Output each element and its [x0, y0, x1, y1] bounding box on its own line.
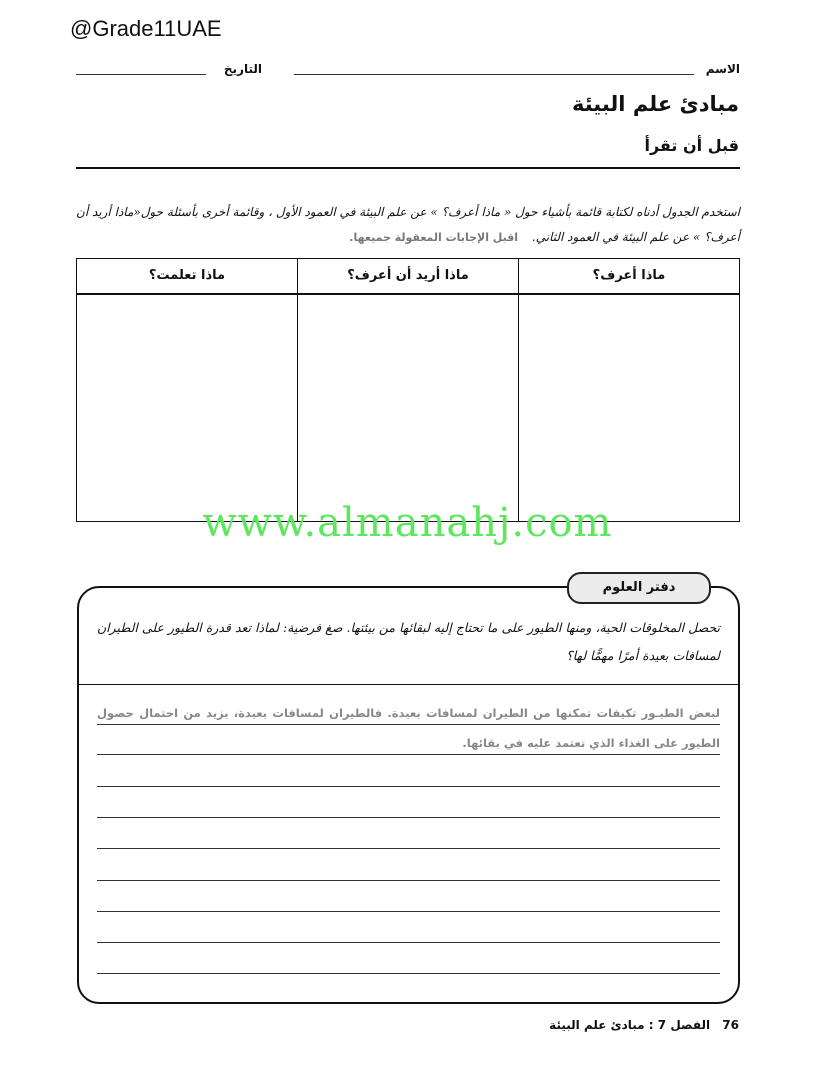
instructions-text: استخدم الجدول أدناه لكتابة قائمة بأشياء حول « ماذا أعرف؟ » عن علم البيئة في العمود الأول ، وقائمة أخرى بأسئلة حول«ماذا أريد أن أعرف؟ » عن علم البيئة في العمود الثاني.: [76, 205, 740, 244]
science-notebook-box: [77, 586, 740, 1004]
ruled-line[interactable]: [97, 880, 720, 881]
page-footer: [549, 1018, 739, 1032]
ruled-line[interactable]: [97, 817, 720, 818]
instructions: [76, 200, 740, 250]
kwl-table: [76, 258, 740, 522]
name-label: الاسم: [705, 62, 740, 76]
name-date-row: [76, 62, 740, 82]
kwl-column-want: [297, 259, 518, 521]
page-title: مبادئ علم البيئة: [571, 92, 739, 116]
page-subtitle: قبل أن تقرأ: [644, 136, 739, 155]
notebook-tab: دفتر العلوم: [567, 572, 711, 604]
ruled-line[interactable]: [97, 786, 720, 787]
ruled-line[interactable]: [97, 942, 720, 943]
watermark: www.almanahj.com: [202, 500, 613, 546]
ruled-line[interactable]: [97, 911, 720, 912]
kwl-cell-want[interactable]: [298, 295, 518, 521]
kwl-cell-know[interactable]: [519, 295, 739, 521]
kwl-column-know: [518, 259, 739, 521]
chapter-label: الفصل 7 : مبادئ علم البيئة: [549, 1018, 711, 1032]
date-field-line[interactable]: [76, 74, 206, 75]
kwl-header-learned: ماذا تعلمت؟: [77, 259, 297, 295]
kwl-cell-learned[interactable]: [77, 295, 297, 521]
date-label: التاريخ: [223, 62, 262, 76]
ruled-line[interactable]: [97, 848, 720, 849]
header-divider: [76, 167, 740, 169]
kwl-column-learned: [77, 259, 297, 521]
ruled-line[interactable]: [97, 973, 720, 974]
kwl-header-know: ماذا أعرف؟: [519, 259, 739, 295]
kwl-header-want: ماذا أريد أن أعرف؟: [298, 259, 518, 295]
instructions-note: اقبل الإجابات المعقولة جميعها.: [349, 231, 519, 244]
notebook-answer: لبعض الطيـور تكيفات تمكنها من الطيران لمسافات بعيدة. فالطيران لمسافات بعيدة، يزيد من احتمال حصول الطيور على الغذاء الذي تعتمد عليه في بقائها.: [97, 706, 720, 750]
ruled-line: [97, 724, 720, 725]
page-number: 76: [722, 1018, 739, 1032]
notebook-divider: [79, 684, 738, 685]
channel-handle: @Grade11UAE: [70, 16, 222, 41]
name-field-line[interactable]: [294, 74, 694, 75]
ruled-line: [97, 754, 720, 755]
notebook-question: تحصل المخلوقات الحية، ومنها الطيور على ما تحتاج إليه لبقائها من بيئتها. صغ فرضية: لماذا تعد قدرة الطيور على الطيران لمسافات بعيدة أمرًا مهمًّا لها؟: [97, 620, 720, 663]
